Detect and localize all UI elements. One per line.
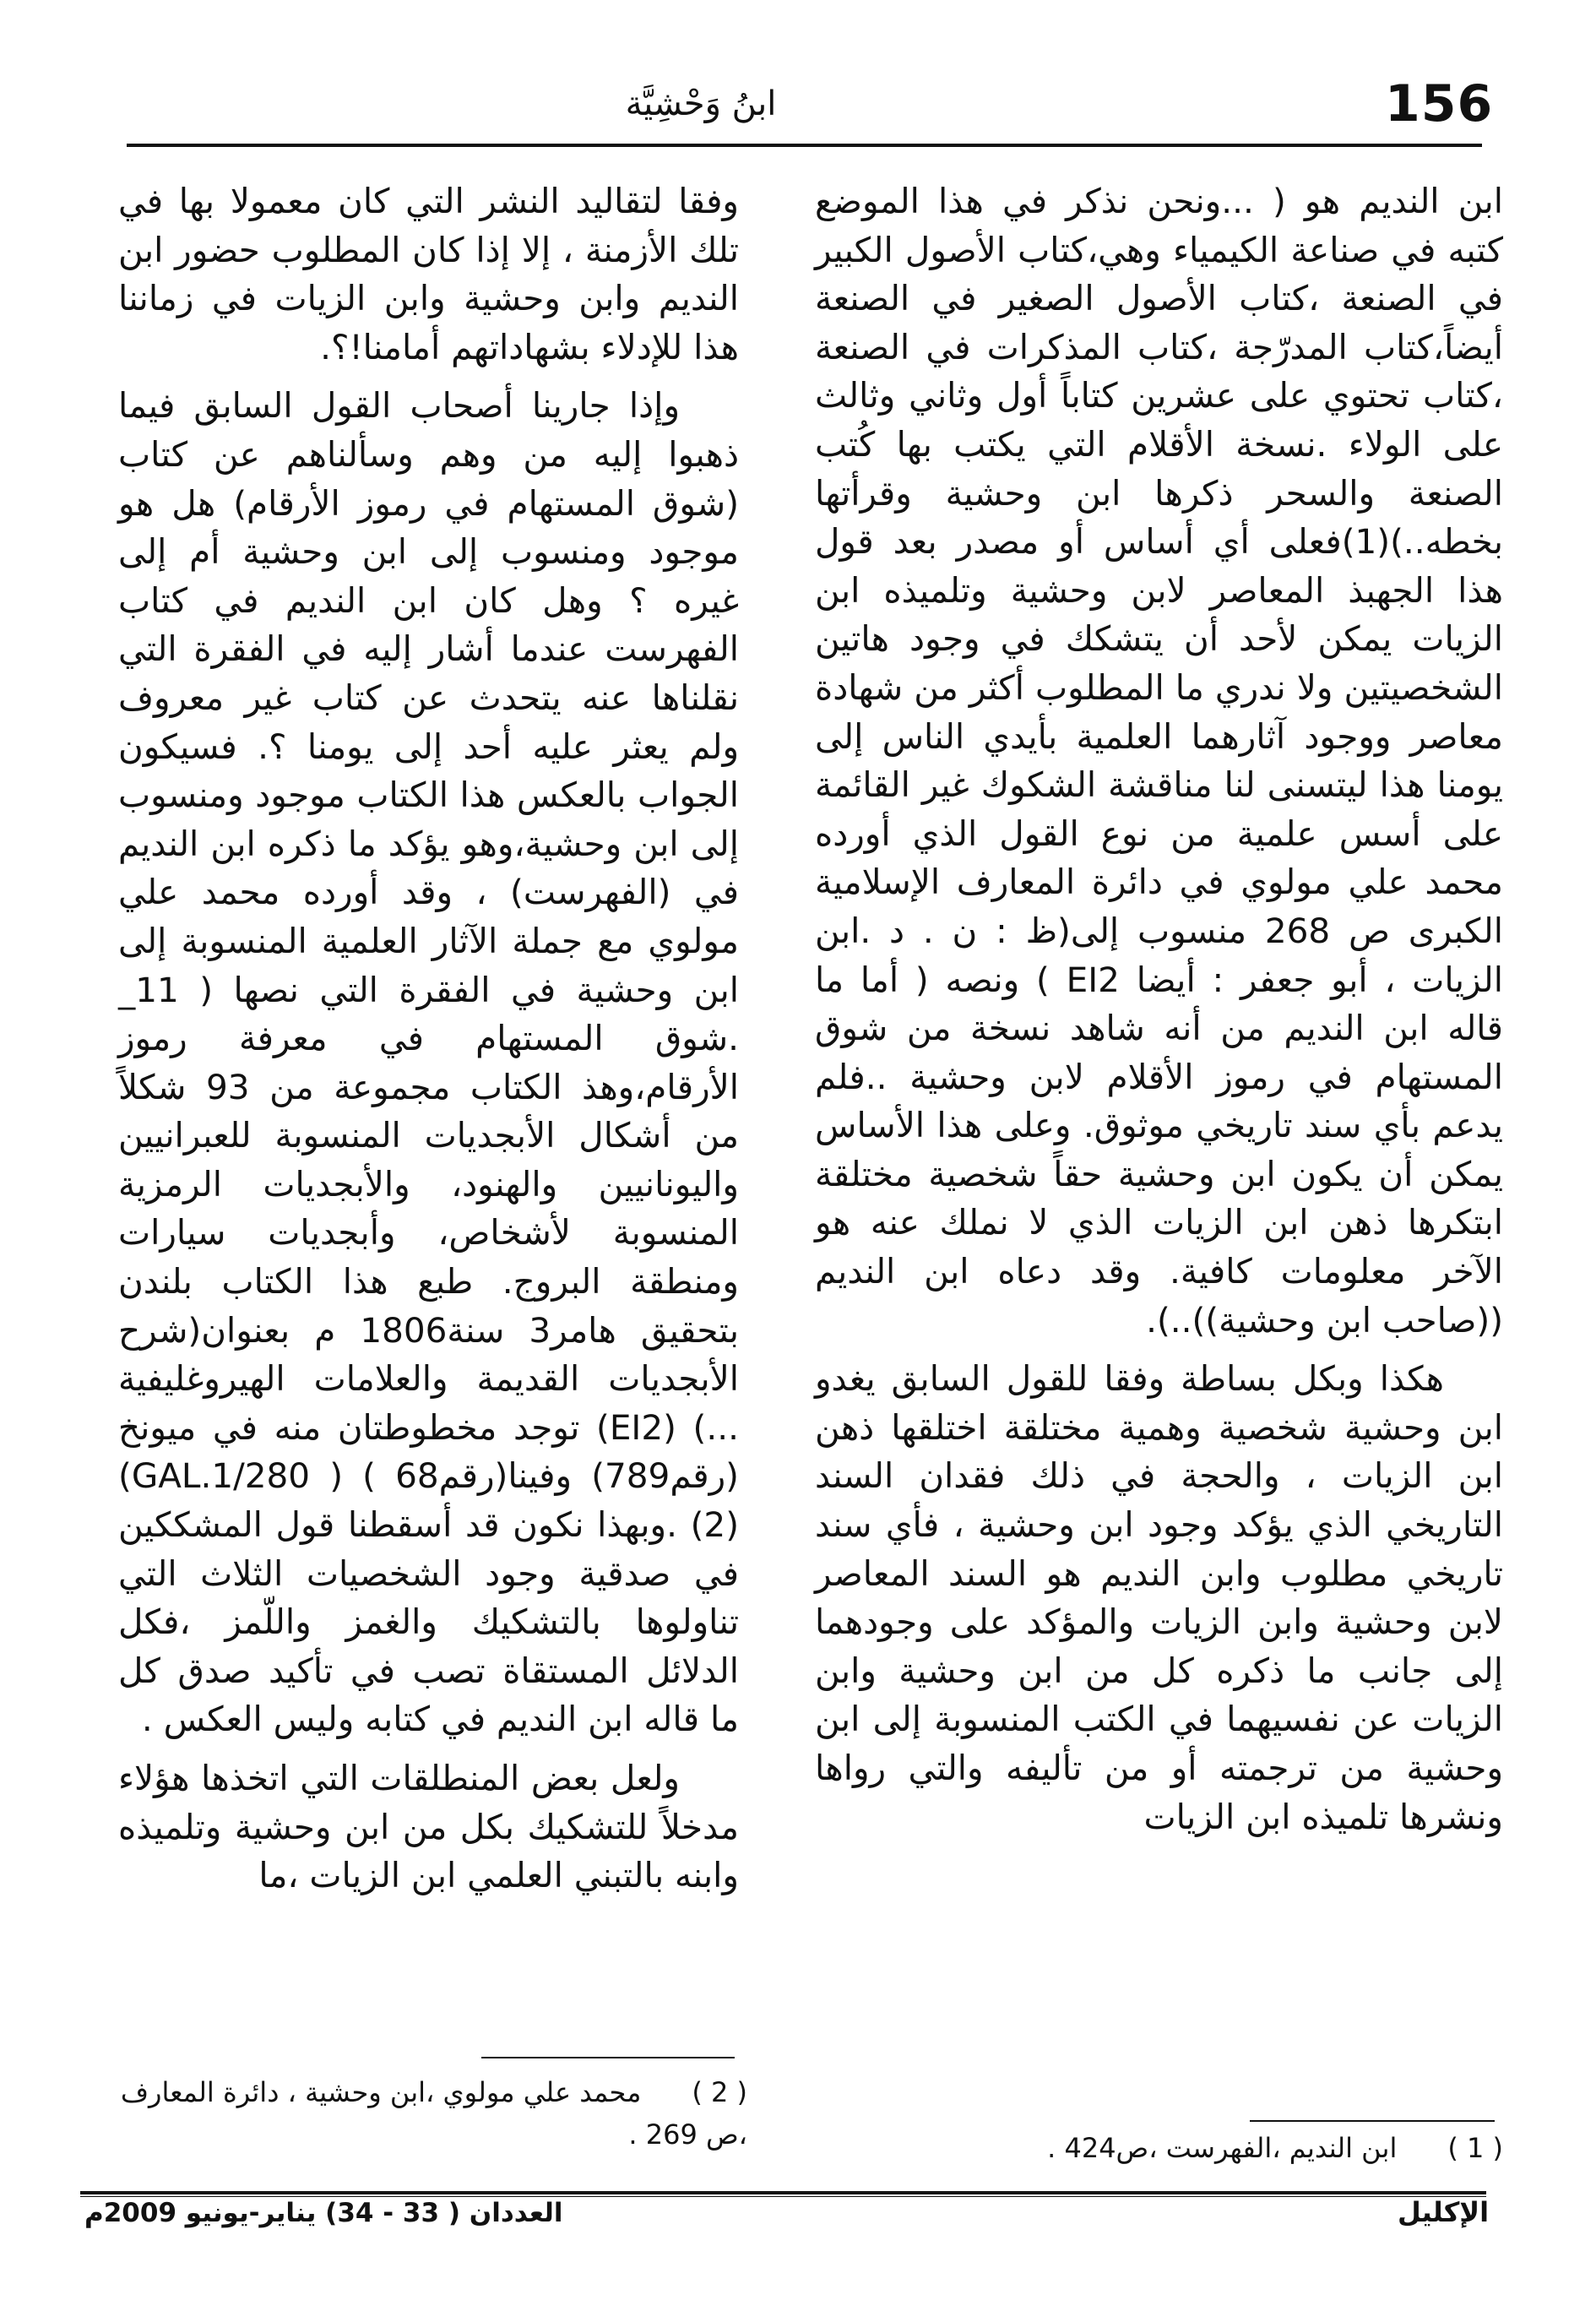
footnote-rule <box>1250 2120 1495 2122</box>
journal-logo: الإكليل <box>1398 2196 1490 2228</box>
page-number: 156 <box>1385 74 1494 133</box>
running-title: ابنُ وَحْشِيَّة <box>625 84 777 123</box>
issue-info: العددان ( 33 - 34) يناير-يونيو 2009م <box>84 2198 563 2228</box>
footnote-text: ابن النديم ،الفهرست ،ص424 . <box>1047 2132 1398 2164</box>
footer-rule <box>80 2191 1486 2194</box>
footnote-1 <box>844 2127 1503 2169</box>
left-column <box>118 177 739 1901</box>
paragraph: وفقا لتقاليد النشر التي كان معمولا بها في تلك الأزمنة ، إلا إذا كان المطلوب حضور ابن النديم وابن وحشية وابن الزيات في زماننا هذا للإدلاء بشهاداتهم أمامنا!؟. <box>118 181 739 367</box>
paragraph: ولعل بعض المنطلقات التي اتخذها هؤلاء مدخلاً للتشكيك بكل من ابن وحشية وتلميذه وابنه بالتبني العلمي ابن الزيات ،ما <box>118 1758 739 1896</box>
footnote-number: ( 1 ) <box>1447 2132 1503 2164</box>
footnote-number: ( 2 ) <box>692 2076 747 2108</box>
header-rule <box>127 144 1482 147</box>
footnote-text: محمد علي مولوي ،ابن وحشية ، دائرة المعارف ،ص 269 . <box>120 2076 747 2151</box>
right-column <box>815 177 1503 1841</box>
paragraph: ابن النديم هو ( ...ونحن نذكر في هذا الموضع كتبه في صناعة الكيمياء وهي،كتاب الأصول الكبير في الصنعة ،كتاب الأصول الصغير في الصنعة أيضاً،كتاب المدرّجة ،كتاب المذكرات في الصنعة ،كتاب تحتوي على عشرين كتاباً أول وثاني وثالث على الولاء .نسخة الأقلام التي يكتب بها كُتب الصنعة والسحر ذكرها ابن وحشية وقرأتها بخطه..)(1)فعلى أي أساس أو مصدر بعد قول هذا الجهبذ المعاصر لابن وحشية وتلميذه ابن الزيات يمكن لأحد أن يتشكك في وجود هاتين الشخصيتين ولا ندري ما المطلوب أكثر من شهادة معاصر ووجود آثارهما العلمية بأيدي الناس إلى يومنا هذا ليتسنى لنا مناقشة الشكوك غير القائمة على أسس علمية من نوع القول الذي أورده محمد علي مولوي في دائرة المعارف الإسلامية الكبرى ص 268 منسوب إلى(ظ : ن . د .ابن الزيات ، أبو جعفر : أيضا EI2 ) ونصه ( أما ما قاله ابن النديم من أنه شاهد نسخة من شوق المستهام في رموز الأقلام لابن وحشية ..فلم يدعم بأي سند تاريخي موثوق. وعلى هذا الأساس يمكن أن يكون ابن وحشية حقاً شخصية مختلقة ابتكرها ذهن ابن الزيات الذي لا نملك عنه هو الآخر معلومات كافية. وقد دعاه ابن النديم ((صاحب ابن وحشية))..). <box>815 181 1504 1340</box>
footer-rule-thin <box>80 2196 1486 2197</box>
paragraph: وإذا جارينا أصحاب القول السابق فيما ذهبوا إليه من وهم وسألناهم عن كتاب (شوق المستهام في رموز الأرقام) هل هو موجود ومنسوب إلى ابن وحشية أم إلى غيره ؟ وهل كان ابن النديم في كتاب الفهرست عندما أشار إليه في الفقرة التي نقلناها عنه يتحدث عن كتاب غير معروف ولم يعثر عليه أحد إلى يومنا ؟. فسيكون الجواب بالعكس هذا الكتاب موجود ومنسوب إلى ابن وحشية،وهو يؤكد ما ذكره ابن النديم في (الفهرست) ، وقد أورده محمد علي مولوي مع جملة الآثار العلمية المنسوبة إلى ابن وحشية في الفقرة التي نصها ( 11_ .شوق المستهام في معرفة رموز الأرقام،وهذ الكتاب مجموعة من 93 شكلاً من أشكال الأبجديات المنسوبة للعبرانيين واليونانيين والهنود، والأبجديات الرمزية المنسوبة لأشخاص، وأبجديات سيارات ومنطقة البروج. طبع هذا الكتاب بلندن بتحقيق هامر3 سنة1806 م بعنوان(شرح الأبجديات القديمة والعلامات الهيروغليفية ...) (EI2) توجد مخطوطتان منه في ميونخ (رقم789) وفينا(رقم68 ) ( GAL.1/280)(2) .وبهذا نكون قد أسقطنا قول المشككين في صدقية وجود الشخصيات الثلاث التي تناولوها بالتشكيك والغمز واللّمز ،فكل الدلائل المستقاة تصب في تأكيد صدق كل ما قاله ابن النديم في كتابه وليس العكس . <box>118 385 740 1740</box>
footnote-rule <box>481 2057 735 2058</box>
paragraph: هكذا وبكل بساطة وفقا للقول السابق يغدو ابن وحشية شخصية وهمية مختلقة اختلقها ذهن ابن الزيات ، والحجة في ذلك فقدان السند التاريخي الذي يؤكد وجود ابن وحشية ، فأي سند تاريخي مطلوب وابن النديم هو السند المعاصر لابن وحشية وابن الزيات والمؤكد على وجودهما إلى جانب ما ذكره كل من ابن وحشية وابن الزيات عن نفسيهما في الكتب المنسوبة إلى ابن وحشية من ترجمته أو من تأليفه والتي رواها ونشرها تلميذه ابن الزيات <box>815 1358 1503 1837</box>
footnote-2 <box>118 2071 747 2156</box>
